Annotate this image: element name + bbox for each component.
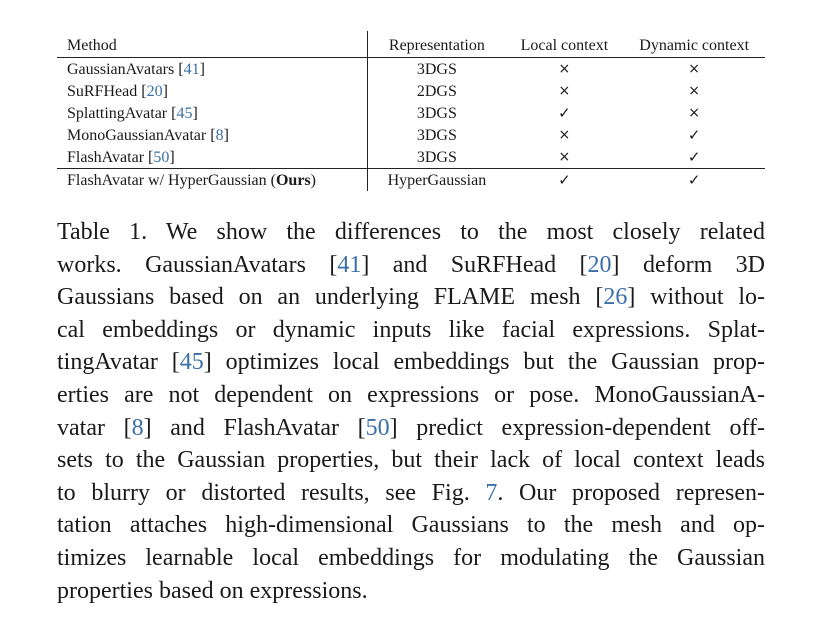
citation-link[interactable]: 26 — [603, 284, 628, 311]
caption-text: . Our proposed represen- — [497, 479, 765, 506]
caption-line — [57, 444, 765, 477]
cross-mark-icon: × — [688, 82, 700, 99]
caption-line — [57, 542, 765, 575]
caption-line — [57, 216, 765, 249]
caption-text: ] deform 3D — [611, 251, 765, 278]
caption-text: erties are not dependent on expressions or pose. MonoGaussianA- — [57, 381, 765, 408]
bracket: ) — [310, 171, 316, 189]
representation-cell: 3DGS — [416, 126, 457, 144]
method-cell — [57, 58, 368, 81]
check-mark-icon: ✓ — [558, 103, 571, 122]
caption-text: properties based on expressions. — [57, 577, 368, 604]
check-mark-icon: ✓ — [687, 147, 701, 166]
citation-link[interactable]: 41 — [337, 251, 362, 278]
caption-text: ] and SuRFHead [ — [361, 251, 588, 278]
bracket: ] — [169, 148, 175, 166]
citation-link[interactable]: 41 — [183, 60, 200, 78]
cross-mark-icon: × — [558, 126, 571, 143]
caption-line — [57, 509, 765, 542]
citation-link[interactable]: 20 — [587, 251, 612, 278]
caption-line — [57, 412, 765, 445]
method-name: FlashAvatar w/ HyperGaussian ( — [67, 171, 276, 189]
table-row — [57, 102, 765, 124]
caption-line — [57, 575, 765, 608]
caption-text: Gaussians based on an underlying FLAME mesh [ — [57, 284, 604, 311]
caption-line — [57, 477, 765, 510]
caption-text: Table 1. We show the differences to the most closely related — [57, 219, 765, 245]
representation-cell: 3DGS — [416, 60, 457, 78]
citation-link[interactable]: 8 — [131, 414, 144, 441]
representation-cell: HyperGaussian — [387, 171, 487, 189]
method-cell — [57, 102, 368, 124]
cross-mark-icon: × — [558, 60, 571, 77]
caption-text: ] predict expression-dependent off- — [389, 414, 765, 441]
caption-text: sets to the Gaussian properties, but their lack of local context leads — [57, 447, 765, 474]
comparison-table — [57, 31, 765, 191]
check-mark-icon: ✓ — [558, 170, 571, 189]
caption-text: tation attaches high-dimensional Gaussians to the mesh and op- — [57, 512, 765, 539]
caption-text: vatar [ — [57, 414, 132, 441]
citation-link[interactable]: 8 — [215, 126, 224, 144]
header-local-context: Local context — [520, 36, 609, 54]
method-name: MonoGaussianAvatar [ — [67, 126, 216, 144]
table-row — [57, 124, 765, 146]
check-mark-icon: ✓ — [687, 170, 701, 189]
citation-link[interactable]: 50 — [365, 414, 390, 441]
caption-line — [57, 379, 765, 412]
table-header-row — [57, 31, 765, 58]
cross-mark-icon: × — [688, 60, 700, 77]
header-dynamic-context: Dynamic context — [639, 36, 750, 54]
caption-line — [57, 346, 765, 379]
caption-text: to blurry or distorted results, see Fig. — [57, 479, 486, 506]
citation-link[interactable]: 45 — [176, 104, 193, 122]
caption-text: ] and FlashAvatar [ — [143, 414, 366, 441]
method-cell — [57, 146, 368, 169]
citation-link[interactable]: 50 — [153, 148, 170, 166]
table-row-ours — [57, 169, 765, 192]
table-caption — [57, 216, 765, 607]
bracket: ] — [223, 126, 229, 144]
bracket: ] — [162, 82, 168, 100]
caption-text: tingAvatar [ — [57, 349, 180, 376]
table-row — [57, 146, 765, 169]
bracket: ] — [199, 60, 205, 78]
caption-text: timizes learnable local embeddings for modulating the Gaussian — [57, 544, 765, 571]
check-mark-icon: ✓ — [687, 125, 701, 144]
table-row — [57, 80, 765, 102]
caption-text: cal embeddings or dynamic inputs like facial expressions. Splat- — [57, 316, 765, 343]
method-cell — [57, 80, 368, 102]
representation-cell: 3DGS — [416, 148, 457, 166]
header-representation: Representation — [388, 36, 485, 54]
bracket: ] — [192, 104, 198, 122]
citation-link[interactable]: 20 — [146, 82, 163, 100]
caption-line — [57, 281, 765, 314]
method-name: FlashAvatar [ — [67, 148, 154, 166]
citation-link[interactable]: 7 — [485, 479, 498, 506]
method-cell — [57, 124, 368, 146]
method-name: SplattingAvatar [ — [67, 104, 177, 122]
method-cell — [57, 169, 368, 192]
header-method: Method — [57, 31, 368, 58]
ours-label: Ours — [275, 171, 311, 189]
caption-line — [57, 249, 765, 282]
citation-link[interactable]: 45 — [179, 349, 204, 376]
cross-mark-icon: × — [558, 82, 571, 99]
caption-text: ] without lo- — [627, 284, 765, 311]
table-row — [57, 58, 765, 81]
caption-line — [57, 314, 765, 347]
method-name: SuRFHead [ — [67, 82, 147, 100]
method-name: GaussianAvatars [ — [67, 60, 184, 78]
caption-text: ] optimizes local embeddings but the Gaussian prop- — [203, 349, 766, 376]
caption-text: works. GaussianAvatars [ — [57, 251, 338, 278]
cross-mark-icon: × — [558, 148, 571, 165]
cross-mark-icon: × — [688, 104, 700, 121]
representation-cell: 3DGS — [416, 104, 457, 122]
representation-cell: 2DGS — [416, 82, 457, 100]
